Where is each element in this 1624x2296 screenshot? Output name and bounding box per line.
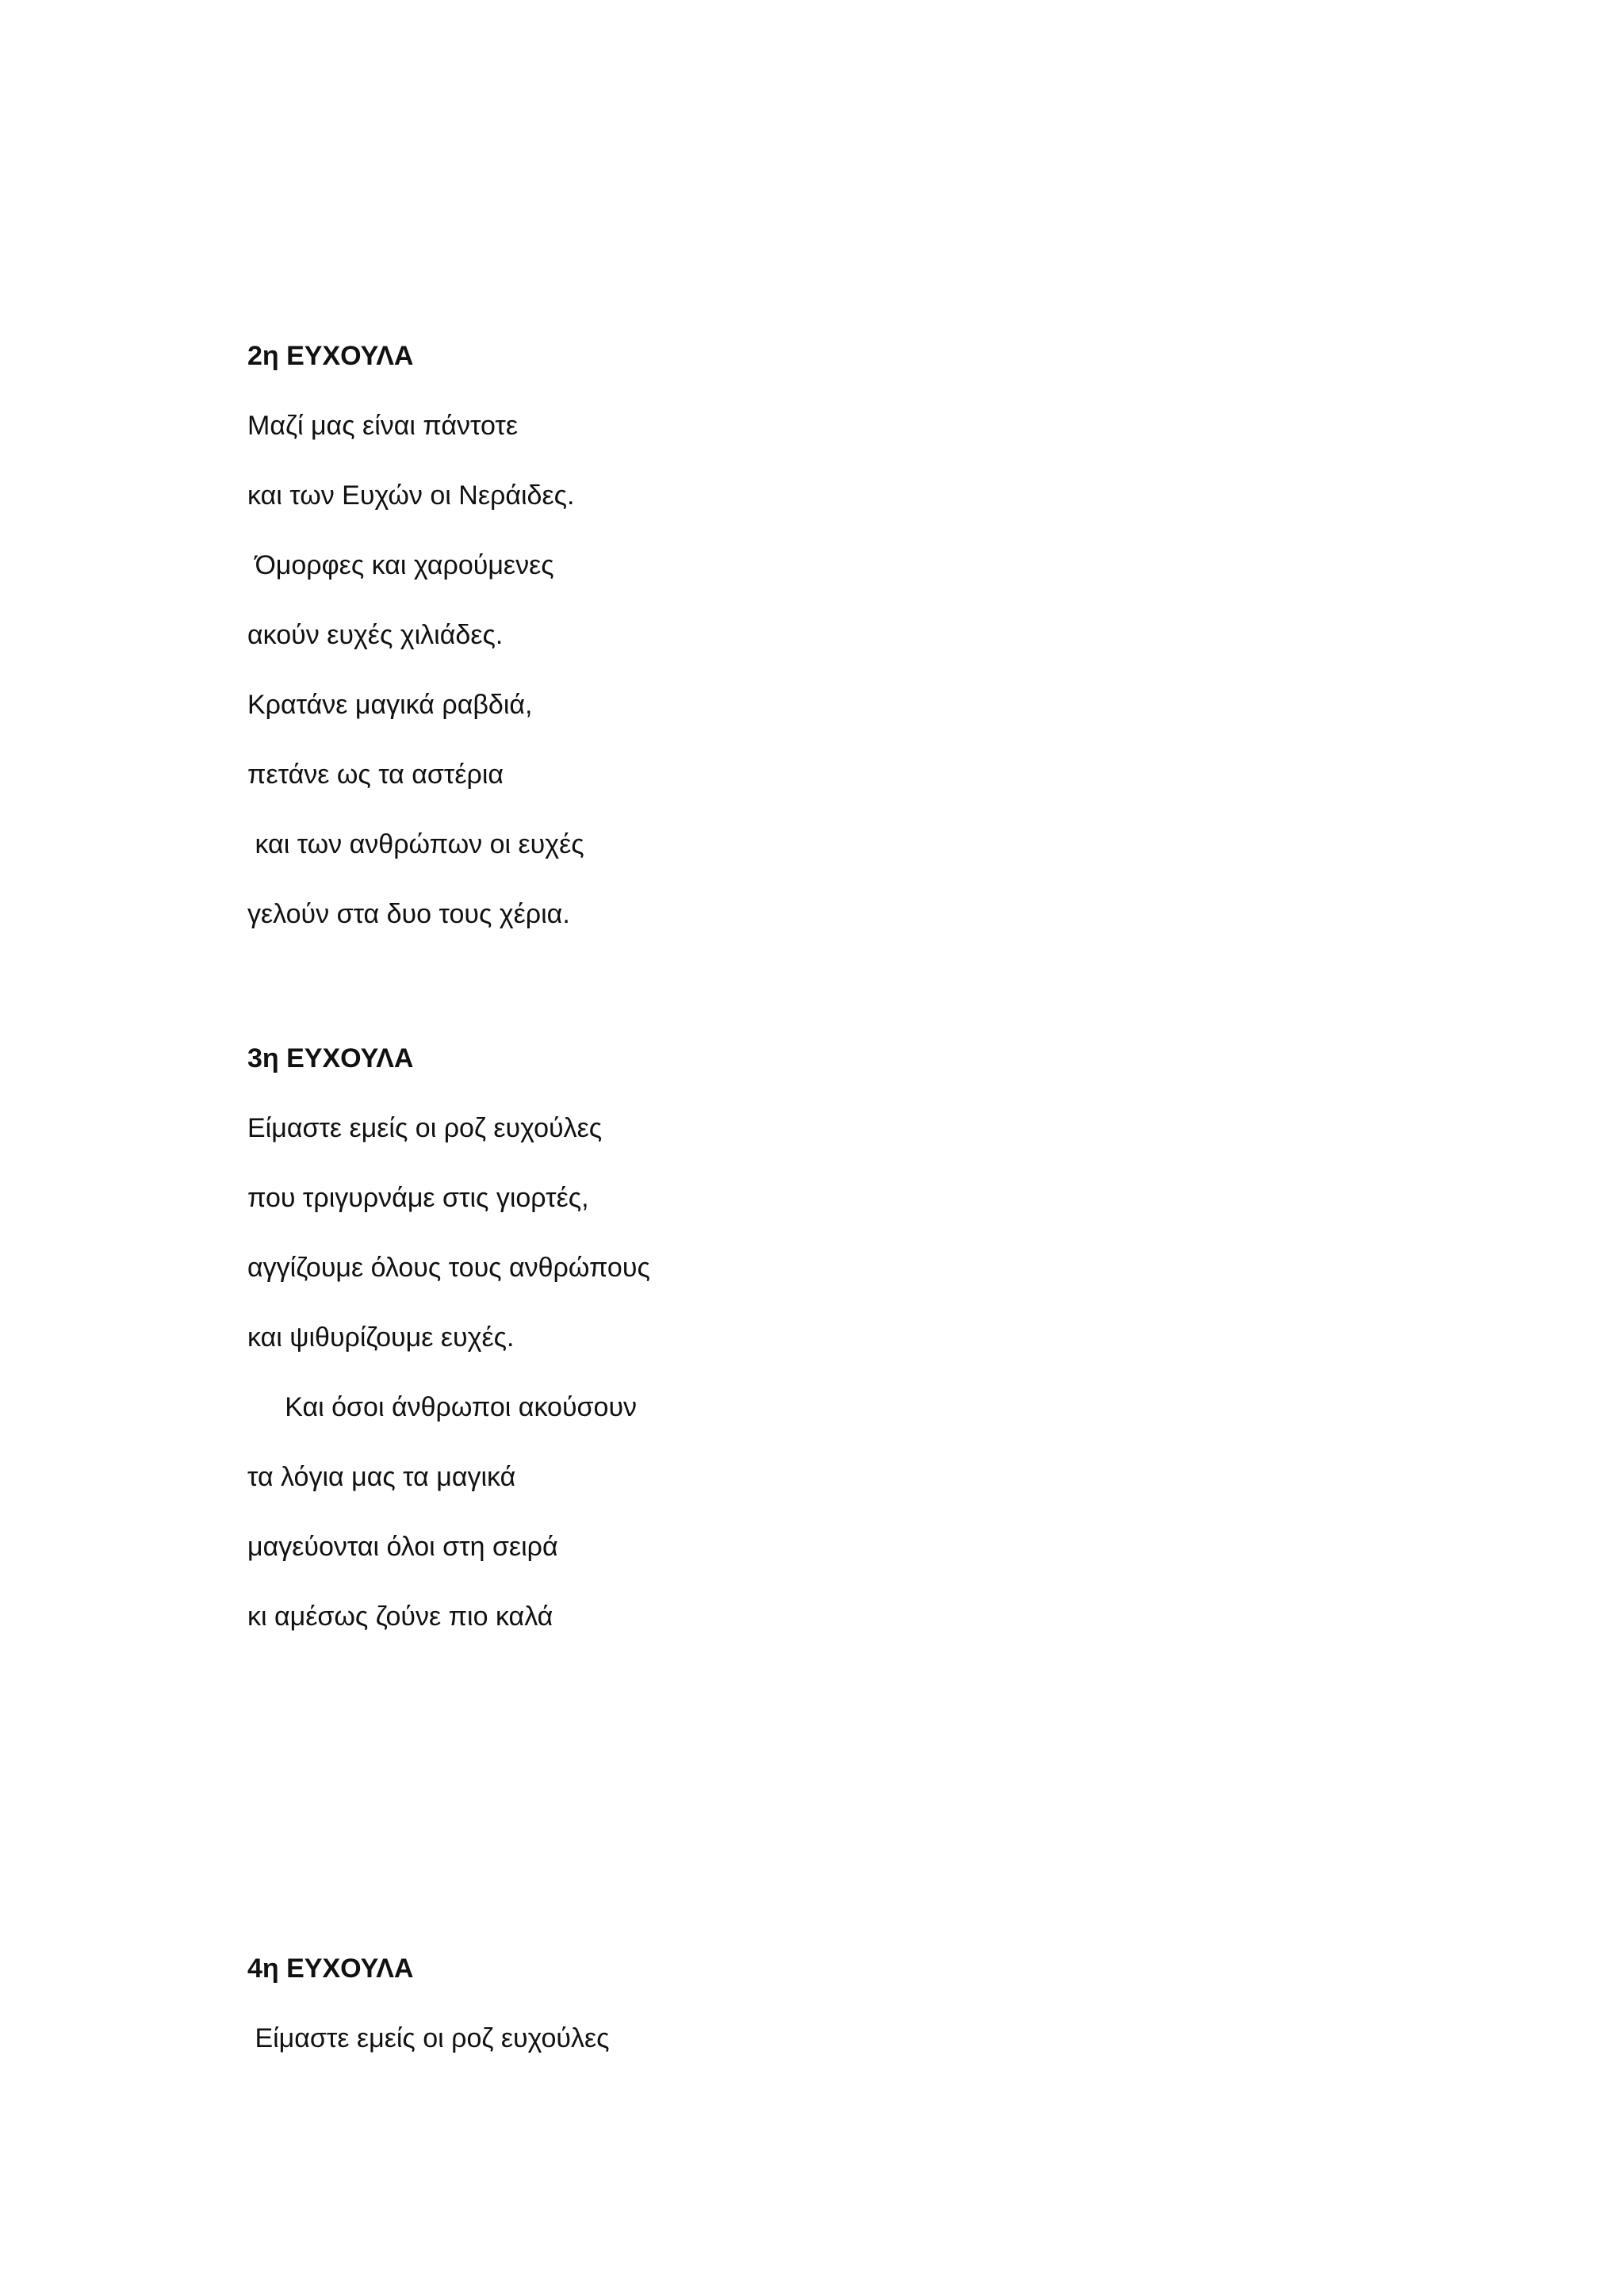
verse-line: Είμαστε εμείς οι ροζ ευχούλες xyxy=(247,2023,610,2053)
stanza-title: 2η ΕΥΧΟΥΛΑ xyxy=(247,341,414,371)
verse-line: αγγίζουμε όλους τους ανθρώπους xyxy=(247,1253,650,1283)
verse-line: κι αμέσως ζούνε πιο καλά xyxy=(247,1601,553,1632)
stanza-4 xyxy=(247,1934,1437,2073)
stanza-title: 3η ΕΥΧΟΥΛΑ xyxy=(247,1043,414,1073)
verse-line: Είμαστε εμείς οι ροζ ευχούλες xyxy=(247,1113,603,1143)
verse-line: γελούν στα δυο τους χέρια. xyxy=(247,899,570,929)
stanza-3 xyxy=(247,1024,1437,1651)
verse-line: Κρατάνε μαγικά ραβδιά, xyxy=(247,690,533,720)
verse-line: που τριγυρνάμε στις γιορτές, xyxy=(247,1183,589,1213)
verse-line: ακούν ευχές χιλιάδες. xyxy=(247,620,504,650)
verse-line: και ψιθυρίζουμε ευχές. xyxy=(247,1322,515,1353)
verse-line: Μαζί μας είναι πάντοτε xyxy=(247,411,519,441)
verse-line: μαγεύονται όλοι στη σειρά xyxy=(247,1532,558,1562)
verse-line: Και όσοι άνθρωποι ακούσουν xyxy=(247,1392,638,1422)
verse-line: Όμορφες και χαρούμενες xyxy=(247,550,554,580)
verse-line: και των ανθρώπων οι ευχές xyxy=(247,829,584,859)
verse-line: και των Ευχών οι Νεράιδες. xyxy=(247,480,575,511)
verse-line: πετάνε ως τα αστέρια xyxy=(247,760,504,790)
stanza-title: 4η ΕΥΧΟΥΛΑ xyxy=(247,1954,414,1984)
verse-line: τα λόγια μας τα μαγικά xyxy=(247,1462,516,1492)
stanza-2 xyxy=(247,321,1437,949)
